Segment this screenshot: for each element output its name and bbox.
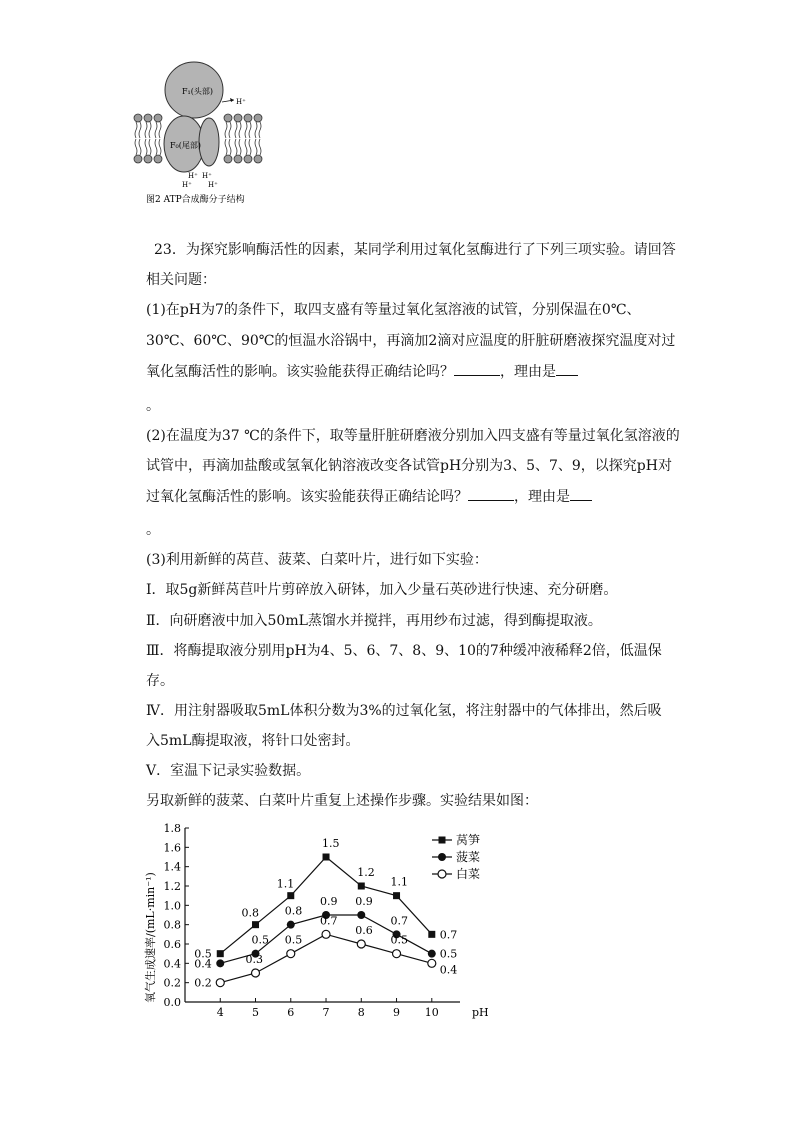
series-1-point: [428, 931, 435, 938]
data-label: 0.7: [320, 914, 338, 928]
h-plus-top: H⁺: [236, 98, 246, 106]
data-label: 0.8: [241, 906, 260, 920]
series-3-point: [216, 979, 224, 987]
series-1-point: [358, 883, 365, 890]
data-label: 0.5: [439, 947, 458, 961]
series-1-point: [287, 892, 294, 899]
question-intro: 23．为探究影响酶活性的因素，某同学利用过氧化氢酶进行了下列三项实验。请回答: [154, 242, 676, 258]
part2-line3: [146, 486, 592, 507]
question-intro-cont: 相关问题：: [146, 272, 216, 288]
step-4-line1: Ⅳ．用注射器吸取5mL体积分数为3%的过氧化氢，将注射器中的气体排出，然后吸: [146, 703, 662, 719]
part2-reason-label: ，理由是: [514, 489, 570, 505]
series-1-point: [393, 892, 400, 899]
proton-arrowhead: [230, 98, 234, 102]
part1-line3: [146, 361, 578, 382]
series-1-point: [217, 950, 224, 957]
series-2-point: [216, 959, 224, 967]
legend-marker: [438, 870, 446, 878]
y-tick-label: 0.6: [163, 938, 181, 951]
part3-line1: (3)利用新鲜的莴苣、菠菜、白菜叶片，进行如下实验：: [146, 552, 488, 568]
atp-synthase-diagram: [132, 56, 272, 206]
answer-blank-1[interactable]: [454, 361, 500, 376]
reason-blank-2[interactable]: [570, 486, 592, 501]
step-3-line2: 存。: [146, 673, 174, 689]
series-3-point: [252, 969, 260, 977]
figure-caption: 图2 ATP合成酶分子结构: [146, 195, 245, 205]
x-tick-label: 10: [424, 1006, 439, 1019]
tail-label: F₀(尾部): [170, 141, 201, 150]
step-4-line2: 入5mL酶提取液，将针口处密封。: [146, 733, 360, 749]
data-label: 0.7: [439, 928, 458, 942]
y-tick-label: 1.4: [163, 860, 181, 874]
series-3-point: [357, 940, 365, 948]
part1-period: 。: [146, 398, 160, 414]
y-tick-label: 0.0: [163, 996, 181, 1009]
part1-line2: 30℃、60℃、90℃的恒温水浴锅中，再滴加2滴对应温度的肝脏研磨液探究温度对过: [146, 333, 676, 349]
data-label: 0.9: [355, 895, 373, 908]
data-label: 1.1: [390, 875, 409, 889]
x-tick-label: 8: [357, 1006, 365, 1019]
x-tick-label: 5: [252, 1006, 260, 1019]
y-tick-label: 0.2: [163, 976, 181, 990]
part2-line1: (2)在温度为37 ℃的条件下，取等量肝脏研磨液分别加入四支盛有等量过氧化氢溶液的: [146, 428, 680, 444]
x-axis-label: pH: [472, 1006, 489, 1019]
data-label: 0.6: [355, 924, 373, 937]
data-label: 1.2: [357, 866, 375, 879]
series-1-point: [252, 921, 259, 928]
data-label: 0.5: [284, 933, 303, 947]
series-3-point: [428, 959, 436, 967]
legend-label: 莴笋: [456, 833, 481, 847]
part2-line2: 试管中，再滴加盐酸或氢氧化钠溶液改变各试管pH分别为3、5、7、9，以探究pH对: [146, 458, 672, 474]
data-label: 0.3: [245, 953, 264, 966]
data-label: 0.2: [194, 976, 212, 990]
x-tick-label: 9: [393, 1006, 401, 1019]
h-plus-left: H⁺: [188, 172, 198, 180]
part1-question: 氧化氢酶活性的影响。该实验能获得正确结论吗？: [146, 364, 454, 380]
h-plus-low-left: H⁺: [182, 181, 192, 189]
oxygen-rate-chart: [140, 818, 520, 1028]
part2-period: 。: [146, 522, 160, 538]
data-label: 0.4: [439, 963, 458, 977]
y-tick-label: 1.2: [163, 880, 181, 893]
series-3-point: [322, 930, 330, 938]
y-tick-label: 1.6: [163, 841, 181, 855]
data-label: 1.5: [322, 837, 340, 850]
data-label: 0.5: [194, 947, 212, 961]
data-label: 0.9: [320, 895, 338, 908]
data-label: 1.1: [276, 877, 295, 891]
y-axis-label: 氧气生成速率/(mL·min⁻¹): [144, 872, 157, 1003]
legend-marker: [439, 837, 446, 844]
data-label: 0.8: [284, 904, 303, 918]
step-2: Ⅱ．向研磨液中加入50mL蒸馏水并搅拌，再用纱布过滤，得到酶提取液。: [146, 613, 602, 629]
legend-marker: [438, 853, 446, 861]
y-tick-label: 1.8: [163, 822, 181, 835]
x-tick-label: 4: [216, 1006, 224, 1019]
data-label: 0.7: [390, 914, 409, 928]
f0-subunit-shape: [199, 118, 219, 166]
y-tick-label: 0.4: [163, 957, 181, 971]
reason-blank-1[interactable]: [556, 361, 578, 376]
answer-blank-2[interactable]: [468, 486, 514, 501]
data-label: 0.5: [390, 933, 409, 947]
part2-question: 过氧化氢酶活性的影响。该实验能获得正确结论吗？: [146, 489, 468, 505]
h-plus-right: H⁺: [202, 172, 212, 180]
legend-label: 菠菜: [456, 850, 481, 864]
head-label: F₁(头部): [182, 87, 213, 96]
data-label: 0.4: [194, 957, 212, 971]
outro-line: 另取新鲜的菠菜、白菜叶片重复上述操作步骤。实验结果如图：: [146, 793, 538, 809]
h-plus-low-right: H⁺: [208, 181, 218, 189]
part1-reason-label: ，理由是: [500, 364, 556, 380]
series-2-point: [428, 950, 436, 958]
step-5: Ⅴ．室温下记录实验数据。: [146, 763, 311, 779]
y-tick-label: 1.0: [163, 899, 181, 913]
data-label: 0.5: [251, 933, 270, 947]
x-tick-label: 6: [287, 1006, 295, 1019]
series-2-point: [287, 921, 295, 929]
series-2-point: [357, 911, 365, 919]
y-tick-label: 0.8: [163, 918, 181, 932]
part1-line1: (1)在pH为7的条件下，取四支盛有等量过氧化氢溶液的试管，分别保温在0℃、: [146, 302, 641, 318]
chart-figure: [140, 818, 520, 1032]
series-3-point: [287, 950, 295, 958]
legend-label: 白菜: [456, 867, 481, 881]
x-tick-label: 7: [322, 1006, 330, 1019]
step-1: Ⅰ．取5g新鲜莴苣叶片剪碎放入研钵，加入少量石英砂进行快速、充分研磨。: [146, 582, 618, 598]
step-3-line1: Ⅲ．将酶提取液分别用pH为4、5、6、7、8、9、10的7种缓冲液稀释2倍，低温保: [146, 643, 662, 659]
series-3-point: [393, 950, 401, 958]
series-1-point: [323, 854, 330, 861]
atp-synthase-figure: [132, 56, 272, 210]
